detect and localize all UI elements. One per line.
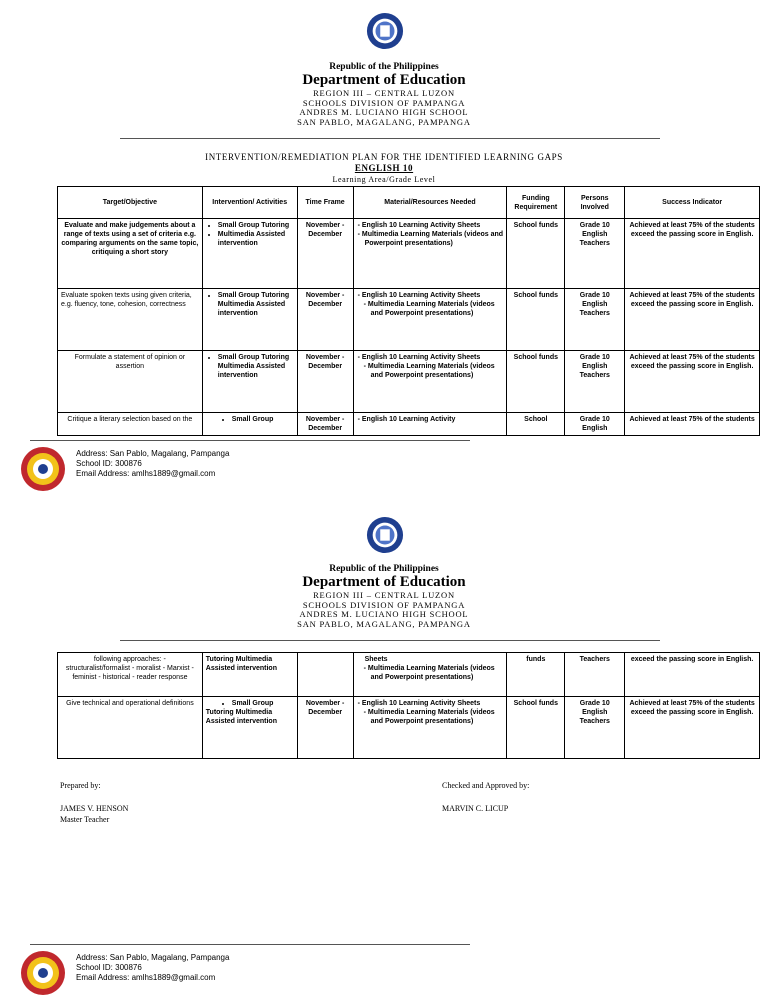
prepared-by-block (60, 780, 128, 825)
region-line: REGION III – CENTRAL LUZON (313, 88, 455, 98)
list-item: - English 10 Learning Activity Sheets (365, 291, 504, 300)
funding-cell: School funds (507, 219, 565, 289)
school-line: ANDRES M. LUCIANO HIGH SCHOOL (299, 609, 469, 619)
list-item: - English 10 Learning Activity Sheets (365, 353, 504, 362)
table-row (58, 289, 760, 351)
persons-cell: Grade 10 English Teachers (565, 219, 625, 289)
col-header: Intervention/ Activities (202, 187, 297, 219)
objective-cell: Evaluate and make judgements about a range of texts using a set of criteria e.g. comparing arguments on the same topic, critiquing a short story (58, 219, 203, 289)
col-header: Time Frame (297, 187, 353, 219)
location-line: SAN PABLO, MAGALANG, PAMPANGA (297, 116, 471, 127)
activity-cell (202, 413, 297, 436)
department-title: Department of Education (302, 574, 466, 590)
objective-cell: Formulate a statement of opinion or assertion (58, 351, 203, 413)
region-line: REGION III – CENTRAL LUZON (313, 590, 455, 600)
time-cell: November - December (297, 697, 353, 759)
table-row (58, 653, 760, 697)
list-item: - Multimedia Learning Materials (videos and Powerpoint presentations) (371, 708, 504, 726)
list-item: - English 10 Learning Activity Sheets (365, 699, 504, 708)
col-header: Success Indicator (625, 187, 760, 219)
approved-by-block (442, 780, 529, 814)
school-logo-icon (20, 446, 66, 492)
deped-seal-icon (366, 12, 404, 50)
prepared-name: JAMES V. HENSON (60, 804, 129, 813)
footer-address: Address: San Pablo, Magalang, Pampanga (76, 449, 230, 458)
plan-title-block (0, 152, 768, 185)
activity-cell (202, 351, 297, 413)
success-cell: exceed the passing score in English. (625, 653, 760, 697)
material-cell (353, 351, 507, 413)
funding-cell: School funds (507, 289, 565, 351)
funding-cell: School funds (507, 351, 565, 413)
activity-cell (202, 219, 297, 289)
division-line: SCHOOLS DIVISION OF PAMPANGA (302, 599, 466, 610)
col-header: Persons Involved (565, 187, 625, 219)
footer-address-block (76, 953, 229, 983)
list-item: - Multimedia Learning Materials (videos and Powerpoint presentations) (365, 230, 504, 248)
intervention-table (57, 186, 760, 436)
division-line: SCHOOLS DIVISION OF PAMPANGA (302, 97, 466, 108)
list-item: • Small Group Tutoring (218, 353, 294, 362)
persons-cell: Grade 10 English Teachers (565, 351, 625, 413)
activity-cell: Tutoring Multimedia Assisted intervention (202, 653, 297, 697)
material-cell (353, 413, 507, 436)
list-item: • Multimedia Assisted intervention (218, 230, 294, 248)
list-item: - Multimedia Learning Materials (videos and Powerpoint presentations) (371, 362, 504, 380)
header-divider (120, 640, 660, 641)
table-header-row (58, 187, 760, 219)
approved-name: MARVIN C. LICUP (442, 804, 509, 813)
persons-cell: Teachers (565, 653, 625, 697)
material-cell (353, 697, 507, 759)
republic-line: Republic of the Philippines (329, 564, 439, 574)
success-cell: Achieved at least 75% of the students exceed the passing score in English. (625, 289, 760, 351)
table-row (58, 351, 760, 413)
success-cell: Achieved at least 75% of the students (625, 413, 760, 436)
success-cell: Achieved at least 75% of the students exceed the passing score in English. (625, 219, 760, 289)
activity-text: Tutoring Multimedia Assisted intervention (205, 709, 277, 725)
footer-email: Email Address: amlhs1889@gmail.com (76, 973, 216, 982)
letterhead (0, 564, 768, 629)
list-item: - Multimedia Learning Materials (videos and Powerpoint presentations) (371, 300, 504, 318)
activity-text: Multimedia Assisted intervention (217, 363, 286, 379)
list-item: • Small Group (232, 415, 294, 424)
table-row (58, 219, 760, 289)
material-text: Sheets (364, 656, 388, 663)
approved-label: Checked and Approved by: (442, 781, 530, 790)
school-line: ANDRES M. LUCIANO HIGH SCHOOL (299, 107, 469, 117)
footer-address-block (76, 449, 229, 479)
time-cell: November - December (297, 351, 353, 413)
table-row (58, 413, 760, 436)
intervention-table-continued (57, 652, 760, 759)
deped-seal-icon (366, 516, 404, 554)
prepared-title: Master Teacher (60, 815, 110, 824)
col-header: Material/Resources Needed (353, 187, 507, 219)
funding-cell: School funds (507, 697, 565, 759)
funding-cell: funds (507, 653, 565, 697)
activity-cell (202, 289, 297, 351)
success-cell: Achieved at least 75% of the students exceed the passing score in English. (625, 351, 760, 413)
time-cell (297, 653, 353, 697)
plan-subject-label: Learning Area/Grade Level (332, 175, 436, 184)
letterhead (0, 62, 768, 127)
funding-cell: School (507, 413, 565, 436)
list-item: - English 10 Learning Activity (365, 415, 504, 424)
footer-email: Email Address: amlhs1889@gmail.com (76, 469, 216, 478)
col-header: Funding Requirement (507, 187, 565, 219)
footer-divider (30, 440, 470, 441)
footer-school-id: School ID: 300876 (76, 459, 142, 468)
persons-cell: Grade 10 English Teachers (565, 289, 625, 351)
location-line: SAN PABLO, MAGALANG, PAMPANGA (297, 618, 471, 629)
list-item: • Small Group (232, 699, 294, 708)
table-row (58, 697, 760, 759)
time-cell: November - December (297, 219, 353, 289)
activity-cell (202, 697, 297, 759)
time-cell: November - December (297, 289, 353, 351)
persons-cell: Grade 10 English (565, 413, 625, 436)
time-cell: November - December (297, 413, 353, 436)
prepared-label: Prepared by: (60, 781, 101, 790)
department-title: Department of Education (302, 72, 466, 88)
list-item: - Multimedia Learning Materials (videos and Powerpoint presentations) (371, 664, 504, 682)
header-divider (120, 138, 660, 139)
list-item: - English 10 Learning Activity Sheets (365, 221, 504, 230)
list-item: • Small Group Tutoring (218, 291, 294, 300)
plan-subject: ENGLISH 10 (354, 163, 414, 173)
footer-address: Address: San Pablo, Magalang, Pampanga (76, 953, 230, 962)
list-item: • Small Group Tutoring (218, 221, 294, 230)
school-logo-icon (20, 950, 66, 996)
col-header: Target/Objective (58, 187, 203, 219)
republic-line: Republic of the Philippines (329, 62, 439, 72)
objective-cell: Critique a literary selection based on the (58, 413, 203, 436)
success-cell: Achieved at least 75% of the students exceed the passing score in English. (625, 697, 760, 759)
activity-text: Multimedia Assisted intervention (217, 301, 286, 317)
material-cell (353, 219, 507, 289)
plan-title: INTERVENTION/REMEDIATION PLAN FOR THE IDENTIFIED LEARNING GAPS (205, 152, 563, 162)
persons-cell: Grade 10 English Teachers (565, 697, 625, 759)
objective-cell: Evaluate spoken texts using given criteria, e.g. fluency, tone, cohesion, correctness (58, 289, 203, 351)
footer-school-id: School ID: 300876 (76, 963, 142, 972)
material-cell (353, 653, 507, 697)
material-cell (353, 289, 507, 351)
objective-cell: following approaches: - structuralist/formalist - moralist - Marxist - feminist - historical - reader response (58, 653, 203, 697)
footer-divider (30, 944, 470, 945)
objective-cell: Give technical and operational definitions (58, 697, 203, 759)
